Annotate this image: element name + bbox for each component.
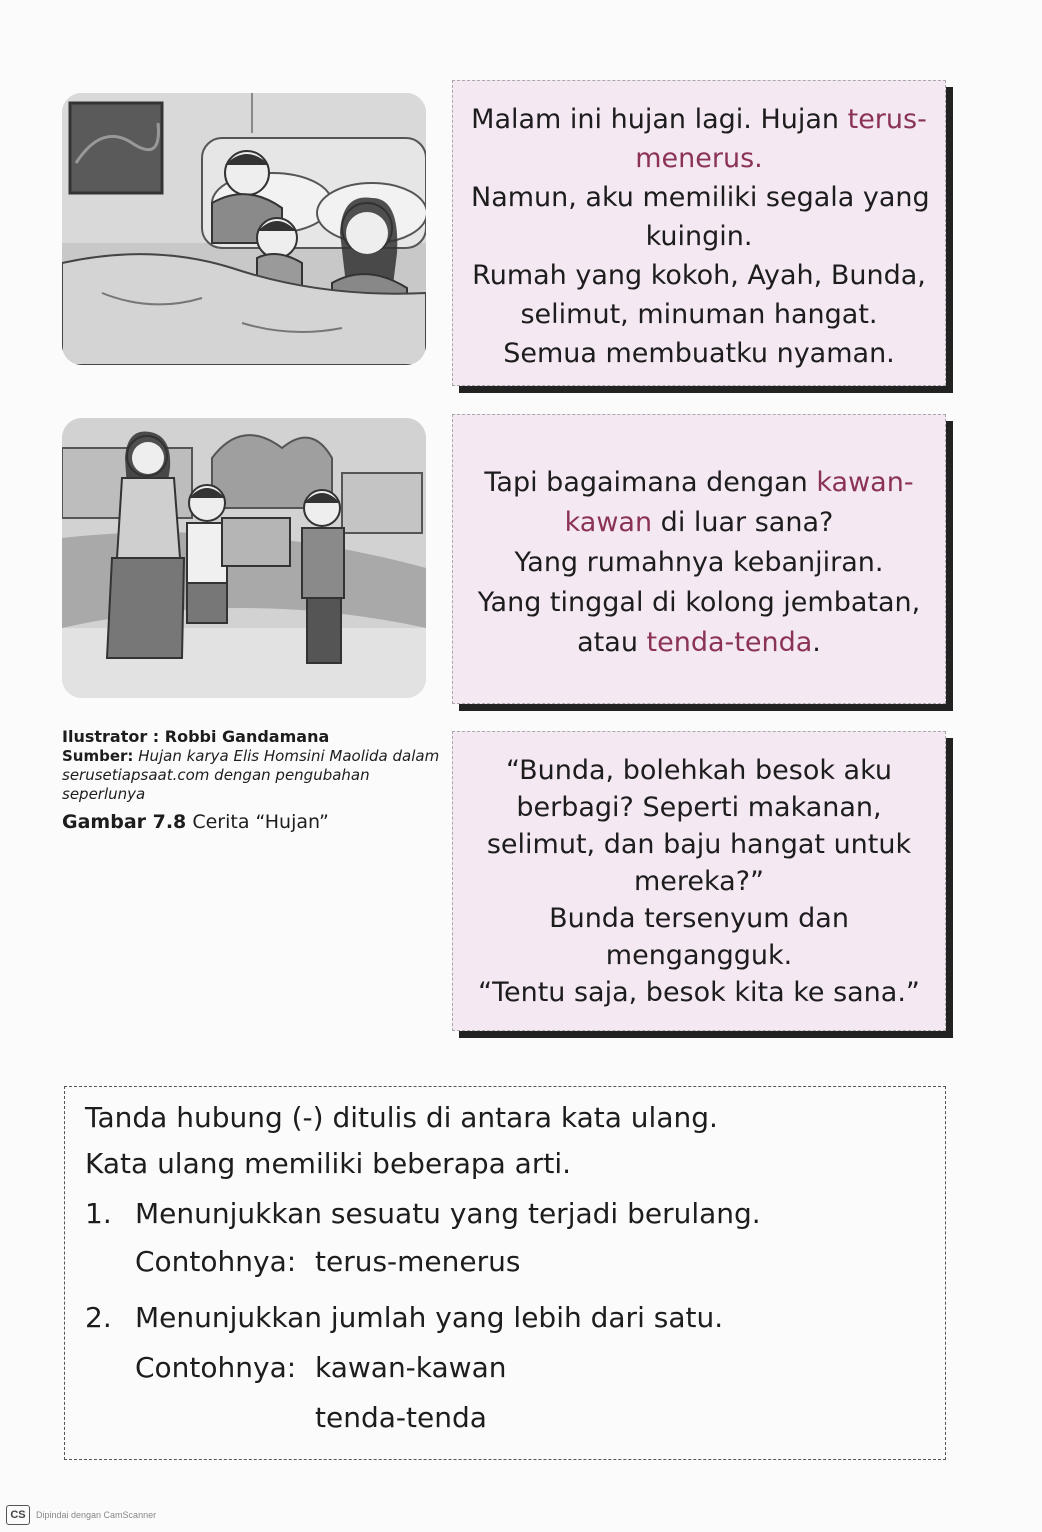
illustrator-credit: Ilustrator : Robbi Gandamana — [62, 727, 330, 746]
story-line: selimut, minuman hangat. — [520, 299, 878, 330]
watermark-text: Dipindai dengan CamScanner — [36, 1510, 157, 1520]
story-line: “Bunda, bolehkah besok aku — [505, 755, 893, 786]
story-line: Bunda tersenyum dan — [549, 903, 849, 934]
giving-box-illustration — [62, 418, 426, 698]
figure-caption: Gambar 7.8 Cerita “Hujan” — [62, 811, 329, 833]
example-word: terus-menerus — [315, 1245, 521, 1278]
example-label: Contohnya: — [135, 1245, 297, 1278]
highlight-word: terus- — [847, 104, 927, 135]
family-in-bed-illustration — [62, 93, 426, 365]
list-item-text: Menunjukkan jumlah yang lebih dari satu. — [135, 1301, 724, 1334]
highlight-word: kawan — [564, 507, 653, 538]
scanner-watermark — [6, 1505, 156, 1525]
story-card-2 — [452, 414, 946, 704]
story-line: Namun, aku memiliki segala yang — [471, 182, 930, 213]
highlight-word: kawan- — [816, 467, 914, 498]
example-label: Contohnya: — [135, 1351, 297, 1384]
list-number: 1. — [85, 1197, 112, 1230]
example-word: tenda-tenda — [315, 1401, 487, 1434]
rule-line: Kata ulang memiliki beberapa arti. — [85, 1147, 572, 1180]
rule-line: Tanda hubung (-) ditulis di antara kata ulang. — [85, 1101, 718, 1134]
story-line: Yang tinggal di kolong jembatan, — [477, 587, 921, 618]
camscanner-logo-icon: CS — [6, 1505, 30, 1525]
story-card-3 — [452, 731, 946, 1031]
source-credit: Sumber: Hujan karya Elis Homsini Maolida dalam serusetiapsaat.com dengan pengubahan seperlunya — [62, 747, 440, 803]
story-line: atau tenda-tenda. — [577, 627, 821, 658]
story-line: Semua membuatku nyaman. — [503, 338, 895, 369]
story-line: berbagi? Seperti makanan, — [516, 792, 882, 823]
story-line: Rumah yang kokoh, Ayah, Bunda, — [472, 260, 926, 291]
story-line: selimut, dan baju hangat untuk — [486, 829, 912, 860]
story-line: kuingin. — [645, 221, 753, 252]
story-line: Malam ini hujan lagi. Hujan terus- — [471, 104, 927, 135]
story-line: Tapi bagaimana dengan kawan- — [484, 467, 914, 498]
story-line: “Tentu saja, besok kita ke sana.” — [478, 977, 920, 1008]
list-item-text: Menunjukkan sesuatu yang terjadi berulang. — [135, 1197, 761, 1230]
example-word: kawan-kawan — [315, 1351, 507, 1384]
story-line: mereka?” — [633, 866, 765, 897]
hyphen-rule-box — [64, 1086, 946, 1460]
list-number: 2. — [85, 1301, 112, 1334]
image-credit — [62, 727, 442, 833]
highlight-word: menerus. — [635, 143, 763, 174]
highlight-word: tenda-tenda — [646, 627, 813, 658]
story-card-1 — [452, 80, 946, 386]
story-line: mengangguk. — [605, 940, 793, 971]
story-line: Yang rumahnya kebanjiran. — [514, 547, 884, 578]
story-line: kawan di luar sana? — [564, 507, 834, 538]
